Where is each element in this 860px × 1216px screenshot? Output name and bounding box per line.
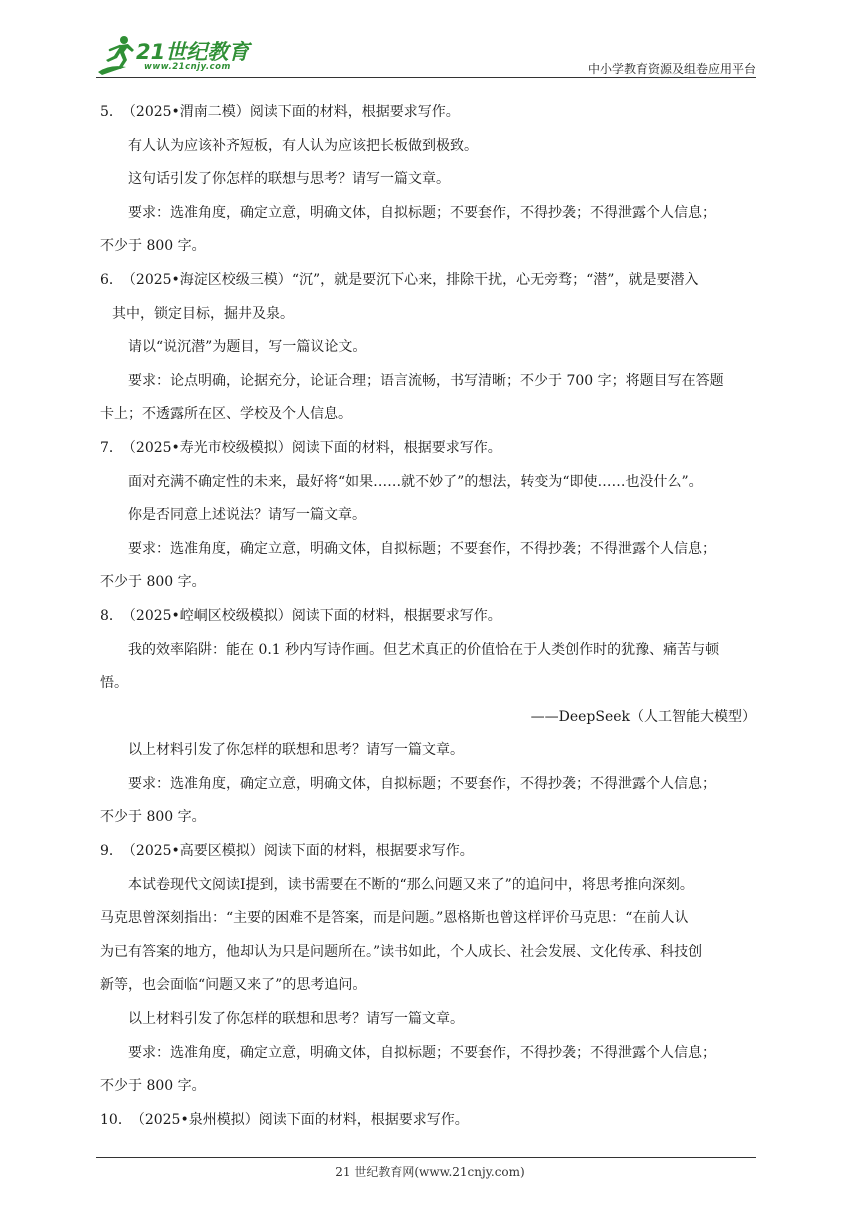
- question-source: （2025•海淀区校级三模）: [128, 271, 292, 288]
- question-block: [100, 432, 764, 600]
- question-number: 7．: [100, 439, 123, 456]
- question-prompt: 阅读下面的材料，根据要求写作。: [263, 843, 474, 860]
- question-text-line: 要求：选准角度，确定立意，明确文体，自拟标题；不要套作，不得抄袭；不得泄露个人信息；: [128, 775, 716, 792]
- question-text-line: 要求：选准角度，确定立意，明确文体，自拟标题；不要套作，不得抄袭；不得泄露个人信息；: [128, 540, 716, 557]
- question-block: [100, 600, 764, 835]
- question-text-line: 以上材料引发了你怎样的联想和思考？请写一篇文章。: [128, 742, 464, 759]
- question-text-line: 请以“说沉潜”为题目，写一篇议论文。: [128, 339, 367, 356]
- question-block: [100, 835, 764, 1104]
- question-text-line: 这句话引发了你怎样的联想与思考？请写一篇文章。: [128, 171, 450, 188]
- attribution-line: ——DeepSeek（人工智能大模型）: [530, 708, 756, 725]
- question-text-line: 为已有答案的地方，他却认为只是问题所在。”读书如此，个人成长、社会发展、文化传承、科技创: [100, 943, 703, 960]
- question-prompt: 阅读下面的材料，根据要求写作。: [258, 1111, 469, 1128]
- question-prompt: 阅读下面的材料，根据要求写作。: [291, 439, 502, 456]
- question-text-line: 你是否同意上述说法？请写一篇文章。: [128, 507, 366, 524]
- header-divider: [96, 77, 756, 78]
- question-text-line: 马克思曾深刻指出：“主要的困难不是答案，而是问题。”恩格斯也曾这样评价马克思：“在前人认: [100, 910, 689, 927]
- logo-url: www.21cnjy.com: [144, 62, 231, 72]
- question-number: 10．: [100, 1111, 132, 1128]
- question-text-line: 有人认为应该补齐短板，有人认为应该把长板做到极致。: [128, 137, 478, 154]
- question-text-line: 悟。: [100, 675, 128, 692]
- question-number: 5．: [100, 104, 123, 120]
- question-text-line: 我的效率陷阱：能在 0.1 秒内写诗作画。但艺术真正的价值恰在于人类创作时的犹豫、痛苦与顿: [128, 641, 720, 658]
- question-text-line: 其中，锁定目标，掘井及泉。: [112, 305, 294, 322]
- runner-logo-icon: [96, 34, 140, 76]
- question-block: [100, 1104, 764, 1138]
- question-header: [100, 264, 764, 298]
- question-prompt: 阅读下面的材料，根据要求写作。: [291, 607, 502, 624]
- question-source: （2025•崆峒区校级模拟）: [128, 607, 292, 624]
- question-text-line: 以上材料引发了你怎样的联想和思考？请写一篇文章。: [128, 1011, 464, 1028]
- question-header: [100, 1104, 764, 1138]
- footer-divider: [96, 1157, 756, 1158]
- question-text-line: 不少于 800 字。: [100, 238, 206, 255]
- question-text-line: 不少于 800 字。: [100, 809, 206, 826]
- question-text-line: 卡上；不透露所在区、学校及个人信息。: [100, 406, 352, 423]
- question-block: [100, 96, 764, 264]
- question-header: [100, 432, 764, 466]
- question-text-line: 新等，也会面临“问题又来了”的思考追问。: [100, 977, 367, 994]
- question-source: （2025•寿光市校级模拟）: [128, 439, 292, 456]
- platform-name: 中小学教育资源及组卷应用平台: [587, 62, 756, 76]
- question-number: 6．: [100, 271, 123, 288]
- logo-text: 21世纪教育: [136, 40, 250, 64]
- question-header: [100, 600, 764, 634]
- page-header: [96, 32, 756, 82]
- question-number: 8．: [100, 607, 123, 624]
- question-header: [100, 96, 764, 130]
- site-logo: [96, 32, 266, 78]
- question-prompt: “沉”，就是要沉下心来，排除干扰，心无旁骛；“潜”，就是要潜入: [291, 271, 699, 288]
- question-prompt: 阅读下面的材料，根据要求写作。: [249, 104, 460, 120]
- question-source: （2025•泉州模拟）: [137, 1111, 259, 1128]
- question-source: （2025•渭南二模）: [128, 104, 250, 120]
- page-footer: 21 世纪教育网(www.21cnjy.com): [335, 1165, 525, 1179]
- question-text-line: 要求：选准角度，确定立意，明确文体，自拟标题；不要套作，不得抄袭；不得泄露个人信息；: [128, 204, 716, 221]
- question-block: [100, 264, 764, 432]
- question-source: （2025•高要区模拟）: [128, 843, 264, 860]
- question-text-line: 不少于 800 字。: [100, 574, 206, 591]
- question-header: [100, 835, 764, 869]
- question-number: 9．: [100, 843, 123, 860]
- question-text-line: 不少于 800 字。: [100, 1078, 206, 1095]
- question-text-line: 要求：选准角度，确定立意，明确文体，自拟标题；不要套作，不得抄袭；不得泄露个人信息；: [128, 1044, 716, 1061]
- question-text-line: 要求：论点明确，论据充分，论证合理；语言流畅，书写清晰；不少于 700 字；将题目写在答题: [128, 372, 724, 389]
- question-text-line: 面对充满不确定性的未来，最好将“如果……就不妙了”的想法，转变为“即使……也没什么”。: [128, 473, 703, 490]
- question-list: [100, 96, 764, 1137]
- question-text-line: 本试卷现代文阅读Ⅰ提到，读书需要在不断的“那么问题又来了”的追问中，将思考推向深刻。: [128, 876, 694, 893]
